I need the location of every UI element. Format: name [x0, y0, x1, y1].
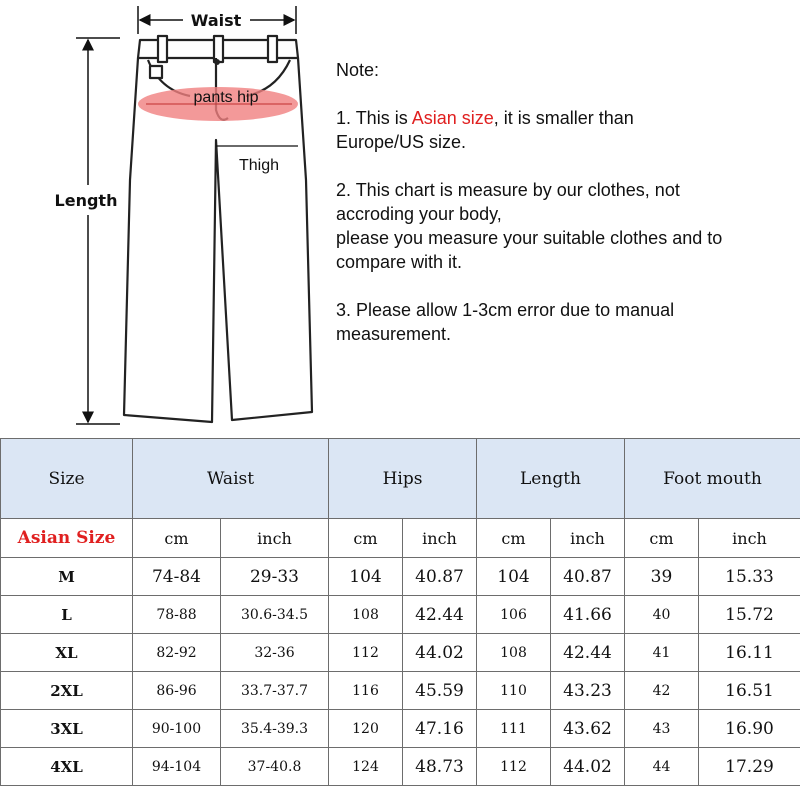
foot-cm-cell: 41	[625, 634, 699, 672]
size-cell: L	[1, 596, 133, 634]
foot-inch-cell: 17.29	[699, 748, 800, 786]
length-inch-cell: 44.02	[551, 748, 625, 786]
note-1-line-2: Europe/US size.	[336, 132, 467, 152]
note-1-suffix: , it is smaller than	[493, 108, 634, 128]
table-row	[1, 672, 800, 710]
waist-cm-cell: 78-88	[133, 596, 221, 634]
waist-inch-cell: 29-33	[221, 558, 329, 596]
length-inch-cell: 40.87	[551, 558, 625, 596]
foot-inch-cell: 15.33	[699, 558, 800, 596]
unit-cell: inch	[221, 519, 329, 558]
asian-size-highlight: Asian size	[411, 108, 494, 128]
waist-inch-cell: 30.6-34.5	[221, 596, 329, 634]
table-row	[1, 748, 800, 786]
unit-cell: inch	[699, 519, 800, 558]
unit-cell: cm	[133, 519, 221, 558]
length-inch-cell: 41.66	[551, 596, 625, 634]
hips-inch-cell: 44.02	[403, 634, 477, 672]
table-row	[1, 596, 800, 634]
note-3-line-2: measurement.	[336, 324, 452, 344]
length-cm-cell: 112	[477, 748, 551, 786]
header-foot-mouth: Foot mouth	[625, 439, 800, 519]
length-cm-cell: 111	[477, 710, 551, 748]
size-cell: M	[1, 558, 133, 596]
size-cell: XL	[1, 634, 133, 672]
waist-cm-cell: 86-96	[133, 672, 221, 710]
foot-inch-cell: 16.51	[699, 672, 800, 710]
header-size: Size	[1, 439, 133, 519]
header-length: Length	[477, 439, 625, 519]
waist-cm-cell: 90-100	[133, 710, 221, 748]
header-waist: Waist	[133, 439, 329, 519]
size-cell: 2XL	[1, 672, 133, 710]
foot-cm-cell: 40	[625, 596, 699, 634]
note-1-prefix: 1. This is	[336, 108, 412, 128]
note-2-line-1: 2. This chart is measure by our clothes, not	[336, 180, 680, 200]
pants-hip-label: pants hip	[193, 89, 259, 106]
unit-cell: cm	[329, 519, 403, 558]
hips-cm-cell: 104	[329, 558, 403, 596]
unit-cell: inch	[551, 519, 625, 558]
table-unit-row	[1, 519, 800, 558]
hips-inch-cell: 47.16	[403, 710, 477, 748]
unit-cell: cm	[477, 519, 551, 558]
hips-cm-cell: 124	[329, 748, 403, 786]
table-row	[1, 634, 800, 672]
waist-cm-cell: 74-84	[133, 558, 221, 596]
waist-cm-cell: 94-104	[133, 748, 221, 786]
note-2-line-4: compare with it.	[336, 252, 463, 272]
note-1-line-1	[336, 106, 800, 130]
size-chart-table	[0, 438, 800, 800]
table-row	[1, 710, 800, 748]
length-measure	[55, 38, 120, 424]
waist-inch-cell: 35.4-39.3	[221, 710, 329, 748]
hips-inch-cell: 42.44	[403, 596, 477, 634]
hips-cm-cell: 116	[329, 672, 403, 710]
hips-inch-cell: 48.73	[403, 748, 477, 786]
note-2-line-2: accroding your body,	[336, 204, 502, 224]
length-cm-cell: 108	[477, 634, 551, 672]
note-2-line-3: please you measure your suitable clothes and to	[336, 228, 723, 248]
length-cm-cell: 110	[477, 672, 551, 710]
table-row	[1, 558, 800, 596]
foot-cm-cell: 39	[625, 558, 699, 596]
length-inch-cell: 43.23	[551, 672, 625, 710]
foot-cm-cell: 42	[625, 672, 699, 710]
hips-inch-cell: 45.59	[403, 672, 477, 710]
hips-cm-cell: 120	[329, 710, 403, 748]
hips-inch-cell: 40.87	[403, 558, 477, 596]
size-cell: 3XL	[1, 710, 133, 748]
note-3-line-1: 3. Please allow 1-3cm error due to manual	[336, 300, 675, 320]
pants-diagram	[0, 0, 330, 438]
foot-inch-cell: 15.72	[699, 596, 800, 634]
header-hips: Hips	[329, 439, 477, 519]
foot-inch-cell: 16.90	[699, 710, 800, 748]
waist-label: Waist	[190, 11, 242, 30]
foot-cm-cell: 44	[625, 748, 699, 786]
length-inch-cell: 42.44	[551, 634, 625, 672]
length-inch-cell: 43.62	[551, 710, 625, 748]
hips-cm-cell: 112	[329, 634, 403, 672]
note-title: Note:	[336, 60, 380, 80]
notes-section	[336, 58, 800, 346]
hips-cm-cell: 108	[329, 596, 403, 634]
length-cm-cell: 104	[477, 558, 551, 596]
unit-cell: inch	[403, 519, 477, 558]
length-cm-cell: 106	[477, 596, 551, 634]
waist-cm-cell: 82-92	[133, 634, 221, 672]
size-cell: 4XL	[1, 748, 133, 786]
unit-cell: cm	[625, 519, 699, 558]
waist-inch-cell: 33.7-37.7	[221, 672, 329, 710]
waist-inch-cell: 32-36	[221, 634, 329, 672]
length-label: Length	[54, 191, 118, 210]
foot-cm-cell: 43	[625, 710, 699, 748]
table-header-row	[1, 439, 800, 519]
asian-size-label: Asian Size	[1, 519, 133, 558]
thigh-label: Thigh	[238, 157, 280, 174]
foot-inch-cell: 16.11	[699, 634, 800, 672]
waist-inch-cell: 37-40.8	[221, 748, 329, 786]
waist-measure	[138, 6, 296, 34]
